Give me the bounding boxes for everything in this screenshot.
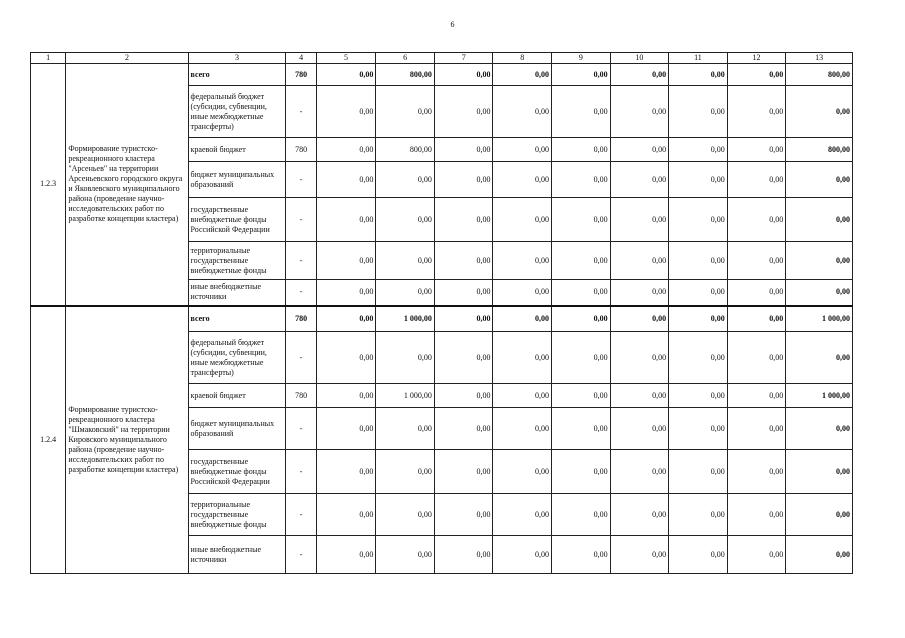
- header-cell: 12: [727, 53, 786, 64]
- value-cell: 0,00: [552, 332, 611, 384]
- value-cell: 0,00: [610, 384, 669, 408]
- funding-source: государственные внебюджетные фонды Российской Федерации: [188, 198, 286, 242]
- item-name: Формирование туристско-рекреационного кластера "Шмаковский" на территории Кировского муниципального района (проведение научно-исследовательских работ по разработке концепции кластера): [66, 306, 188, 574]
- value-cell: 0,00: [669, 408, 728, 450]
- total-value-cell: 0,00: [786, 242, 853, 280]
- value-cell: 0,00: [727, 332, 786, 384]
- header-cell: 6: [376, 53, 435, 64]
- value-cell: 0,00: [316, 306, 376, 332]
- value-cell: 0,00: [727, 64, 786, 86]
- value-cell: 0,00: [493, 408, 552, 450]
- value-cell: 0,00: [316, 138, 376, 162]
- total-value-cell: 0,00: [786, 450, 853, 494]
- value-cell: 0,00: [376, 494, 435, 536]
- total-value-cell: 800,00: [786, 64, 853, 86]
- code-cell: -: [286, 86, 316, 138]
- value-cell: 0,00: [552, 198, 611, 242]
- value-cell: 0,00: [434, 408, 493, 450]
- value-cell: 0,00: [493, 242, 552, 280]
- value-cell: 1 000,00: [376, 384, 435, 408]
- funding-source: иные внебюджетные источники: [188, 280, 286, 306]
- total-value-cell: 800,00: [786, 138, 853, 162]
- value-cell: 0,00: [316, 280, 376, 306]
- value-cell: 0,00: [316, 408, 376, 450]
- total-value-cell: 0,00: [786, 162, 853, 198]
- code-cell: -: [286, 242, 316, 280]
- item-number: 1.2.3: [31, 64, 66, 306]
- header-cell: 4: [286, 53, 316, 64]
- value-cell: 0,00: [727, 162, 786, 198]
- total-value-cell: 0,00: [786, 198, 853, 242]
- value-cell: 0,00: [493, 162, 552, 198]
- header-cell: 1: [31, 53, 66, 64]
- value-cell: 0,00: [610, 64, 669, 86]
- header-cell: 9: [552, 53, 611, 64]
- funding-source: всего: [188, 306, 286, 332]
- value-cell: 0,00: [610, 494, 669, 536]
- value-cell: 0,00: [610, 408, 669, 450]
- header-cell: 11: [669, 53, 728, 64]
- total-value-cell: 1 000,00: [786, 306, 853, 332]
- value-cell: 0,00: [493, 384, 552, 408]
- value-cell: 0,00: [552, 64, 611, 86]
- value-cell: 0,00: [376, 162, 435, 198]
- value-cell: 0,00: [727, 280, 786, 306]
- value-cell: 0,00: [669, 138, 728, 162]
- value-cell: 0,00: [493, 198, 552, 242]
- value-cell: 0,00: [727, 198, 786, 242]
- value-cell: 0,00: [376, 332, 435, 384]
- total-value-cell: 0,00: [786, 494, 853, 536]
- value-cell: 0,00: [434, 86, 493, 138]
- value-cell: 0,00: [727, 242, 786, 280]
- value-cell: 0,00: [493, 494, 552, 536]
- value-cell: 0,00: [493, 332, 552, 384]
- value-cell: 0,00: [727, 450, 786, 494]
- value-cell: 0,00: [552, 280, 611, 306]
- value-cell: 0,00: [552, 242, 611, 280]
- value-cell: 0,00: [316, 198, 376, 242]
- value-cell: 0,00: [669, 86, 728, 138]
- value-cell: 0,00: [727, 86, 786, 138]
- value-cell: 0,00: [669, 536, 728, 574]
- value-cell: 0,00: [610, 86, 669, 138]
- value-cell: 0,00: [316, 536, 376, 574]
- value-cell: 0,00: [727, 494, 786, 536]
- value-cell: 0,00: [376, 450, 435, 494]
- value-cell: 0,00: [376, 408, 435, 450]
- value-cell: 0,00: [552, 384, 611, 408]
- value-cell: 0,00: [493, 138, 552, 162]
- funding-source: всего: [188, 64, 286, 86]
- value-cell: 0,00: [610, 332, 669, 384]
- value-cell: 0,00: [493, 450, 552, 494]
- total-value-cell: 0,00: [786, 332, 853, 384]
- value-cell: 0,00: [669, 494, 728, 536]
- code-cell: 780: [286, 138, 316, 162]
- funding-source: краевой бюджет: [188, 384, 286, 408]
- value-cell: 0,00: [493, 280, 552, 306]
- value-cell: 0,00: [669, 306, 728, 332]
- value-cell: 0,00: [669, 280, 728, 306]
- value-cell: 0,00: [552, 306, 611, 332]
- value-cell: 0,00: [727, 384, 786, 408]
- value-cell: 0,00: [434, 280, 493, 306]
- header-cell: 7: [434, 53, 493, 64]
- value-cell: 0,00: [552, 162, 611, 198]
- value-cell: 0,00: [669, 450, 728, 494]
- header-cell: 5: [316, 53, 376, 64]
- value-cell: 0,00: [434, 306, 493, 332]
- code-cell: -: [286, 408, 316, 450]
- value-cell: 0,00: [610, 162, 669, 198]
- value-cell: 0,00: [434, 162, 493, 198]
- value-cell: 0,00: [316, 86, 376, 138]
- value-cell: 0,00: [610, 198, 669, 242]
- funding-source: иные внебюджетные источники: [188, 536, 286, 574]
- value-cell: 0,00: [552, 86, 611, 138]
- funding-source: федеральный бюджет (субсидии, субвенции, иные межбюджетные трансферты): [188, 86, 286, 138]
- value-cell: 0,00: [727, 306, 786, 332]
- value-cell: 800,00: [376, 64, 435, 86]
- value-cell: 0,00: [434, 198, 493, 242]
- value-cell: 0,00: [669, 384, 728, 408]
- total-value-cell: 0,00: [786, 536, 853, 574]
- value-cell: 0,00: [376, 536, 435, 574]
- value-cell: 0,00: [610, 280, 669, 306]
- value-cell: 0,00: [376, 242, 435, 280]
- value-cell: 0,00: [727, 536, 786, 574]
- value-cell: 0,00: [434, 64, 493, 86]
- value-cell: 0,00: [610, 138, 669, 162]
- code-cell: -: [286, 162, 316, 198]
- total-value-cell: 0,00: [786, 280, 853, 306]
- header-cell: 10: [610, 53, 669, 64]
- code-cell: -: [286, 198, 316, 242]
- code-cell: 780: [286, 64, 316, 86]
- value-cell: 0,00: [493, 86, 552, 138]
- funding-source: территориальные государственные внебюджетные фонды: [188, 494, 286, 536]
- value-cell: 0,00: [376, 280, 435, 306]
- value-cell: 0,00: [669, 162, 728, 198]
- item-name: Формирование туристско-рекреационного кластера "Арсеньев" на территории Арсеньевского городского округа и Яковлевского муниципального района (проведение научно-исследовательских работ по разработке концепции кластера): [66, 64, 188, 306]
- value-cell: 0,00: [727, 408, 786, 450]
- value-cell: 0,00: [610, 306, 669, 332]
- code-cell: -: [286, 450, 316, 494]
- value-cell: 0,00: [669, 198, 728, 242]
- total-value-cell: 0,00: [786, 408, 853, 450]
- header-row: [31, 53, 853, 64]
- code-cell: 780: [286, 306, 316, 332]
- value-cell: 0,00: [552, 536, 611, 574]
- total-value-cell: 1 000,00: [786, 384, 853, 408]
- value-cell: 0,00: [316, 494, 376, 536]
- value-cell: 0,00: [493, 64, 552, 86]
- value-cell: 0,00: [376, 86, 435, 138]
- value-cell: 0,00: [669, 242, 728, 280]
- funding-source: федеральный бюджет (субсидии, субвенции, иные межбюджетные трансферты): [188, 332, 286, 384]
- value-cell: 0,00: [552, 408, 611, 450]
- code-cell: -: [286, 280, 316, 306]
- value-cell: 0,00: [434, 332, 493, 384]
- value-cell: 0,00: [434, 138, 493, 162]
- value-cell: 0,00: [434, 384, 493, 408]
- value-cell: 0,00: [610, 242, 669, 280]
- value-cell: 0,00: [493, 306, 552, 332]
- funding-source: краевой бюджет: [188, 138, 286, 162]
- page-number: 6: [450, 20, 455, 29]
- value-cell: 0,00: [552, 494, 611, 536]
- table-row: [31, 306, 853, 332]
- value-cell: 0,00: [434, 494, 493, 536]
- funding-source: бюджет муниципальных образований: [188, 408, 286, 450]
- header-cell: 2: [66, 53, 188, 64]
- value-cell: 0,00: [552, 138, 611, 162]
- code-cell: -: [286, 494, 316, 536]
- funding-source: государственные внебюджетные фонды Российской Федерации: [188, 450, 286, 494]
- value-cell: 0,00: [727, 138, 786, 162]
- value-cell: 0,00: [610, 536, 669, 574]
- value-cell: 0,00: [669, 64, 728, 86]
- header-cell: 8: [493, 53, 552, 64]
- value-cell: 0,00: [316, 332, 376, 384]
- value-cell: 800,00: [376, 138, 435, 162]
- header-cell: 13: [786, 53, 853, 64]
- value-cell: 0,00: [434, 242, 493, 280]
- value-cell: 1 000,00: [376, 306, 435, 332]
- value-cell: 0,00: [316, 384, 376, 408]
- code-cell: -: [286, 332, 316, 384]
- value-cell: 0,00: [552, 450, 611, 494]
- value-cell: 0,00: [669, 332, 728, 384]
- total-value-cell: 0,00: [786, 86, 853, 138]
- value-cell: 0,00: [316, 162, 376, 198]
- code-cell: -: [286, 536, 316, 574]
- funding-source: бюджет муниципальных образований: [188, 162, 286, 198]
- value-cell: 0,00: [316, 64, 376, 86]
- value-cell: 0,00: [316, 450, 376, 494]
- value-cell: 0,00: [434, 450, 493, 494]
- funding-source: территориальные государственные внебюджетные фонды: [188, 242, 286, 280]
- header-cell: 3: [188, 53, 286, 64]
- budget-table: [30, 52, 853, 574]
- value-cell: 0,00: [610, 450, 669, 494]
- item-number: 1.2.4: [31, 306, 66, 574]
- value-cell: 0,00: [376, 198, 435, 242]
- value-cell: 0,00: [493, 536, 552, 574]
- value-cell: 0,00: [316, 242, 376, 280]
- code-cell: 780: [286, 384, 316, 408]
- table-row: [31, 64, 853, 86]
- value-cell: 0,00: [434, 536, 493, 574]
